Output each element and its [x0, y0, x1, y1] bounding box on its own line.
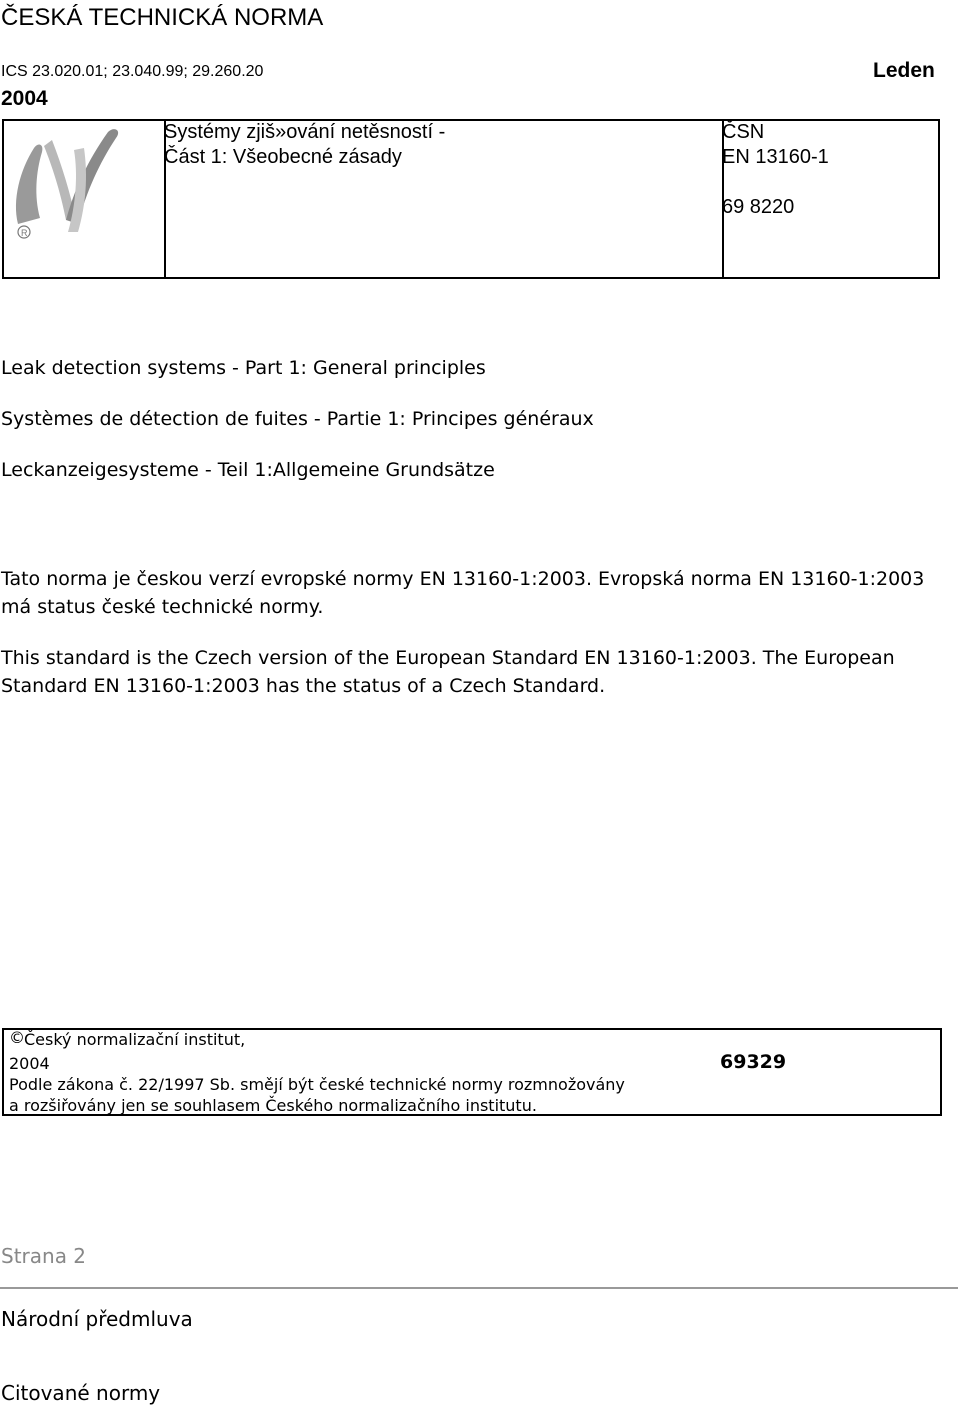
- copyright-line4: a rozšiřovány jen se souhlasem Českého normalizačního institutu.: [9, 1096, 537, 1115]
- order-number: 69329: [720, 1051, 787, 1073]
- copyright-line3: Podle zákona č. 22/1997 Sb. smějí být české technické normy rozmnožovány: [9, 1075, 625, 1094]
- csn-label: ČSN: [722, 121, 765, 143]
- standard-title-line2: Část 1: Všeobecné zásady: [164, 146, 402, 168]
- copyright-line1: Český normalizační institut,: [24, 1030, 246, 1049]
- section-heading-national-foreword: Národní předmluva: [1, 1307, 193, 1331]
- title-english: Leak detection systems - Part 1: General principles: [1, 357, 486, 379]
- issue-month: Leden: [873, 59, 935, 82]
- note-czech: Tato norma je českou verzí evropské normy EN 13160-1:2003. Evropská norma EN 13160-1:2003 má status české technické normy.: [1, 568, 925, 618]
- page-number: Strana 2: [1, 1244, 87, 1268]
- registered-mark: R: [21, 228, 28, 238]
- note-english: This standard is the Czech version of the European Standard EN 13160-1:2003. The European Standard EN 13160-1:2003 has the status of a Czech Standard.: [1, 647, 895, 697]
- issue-year: 2004: [1, 87, 48, 110]
- en-number: EN 13160-1: [722, 146, 829, 168]
- standard-title-line1: Systémy zjiš»ování netěsností -: [164, 121, 446, 143]
- document-title: ČESKÁ TECHNICKÁ NORMA: [1, 4, 324, 31]
- copyright-icon: ©: [9, 1028, 25, 1047]
- section-heading-cited-standards: Citované normy: [1, 1381, 161, 1405]
- divider: [0, 1287, 958, 1289]
- csni-logo: [4, 120, 134, 250]
- ics-codes: ICS 23.020.01; 23.040.99; 29.260.20: [1, 63, 264, 80]
- class-number: 69 8220: [722, 196, 795, 218]
- title-german: Leckanzeigesysteme - Teil 1:Allgemeine Grundsätze: [1, 459, 495, 481]
- standard-box: [2, 119, 940, 279]
- copyright-year: 2004: [9, 1054, 50, 1073]
- title-french: Systèmes de détection de fuites - Partie 1: Principes généraux: [1, 408, 594, 430]
